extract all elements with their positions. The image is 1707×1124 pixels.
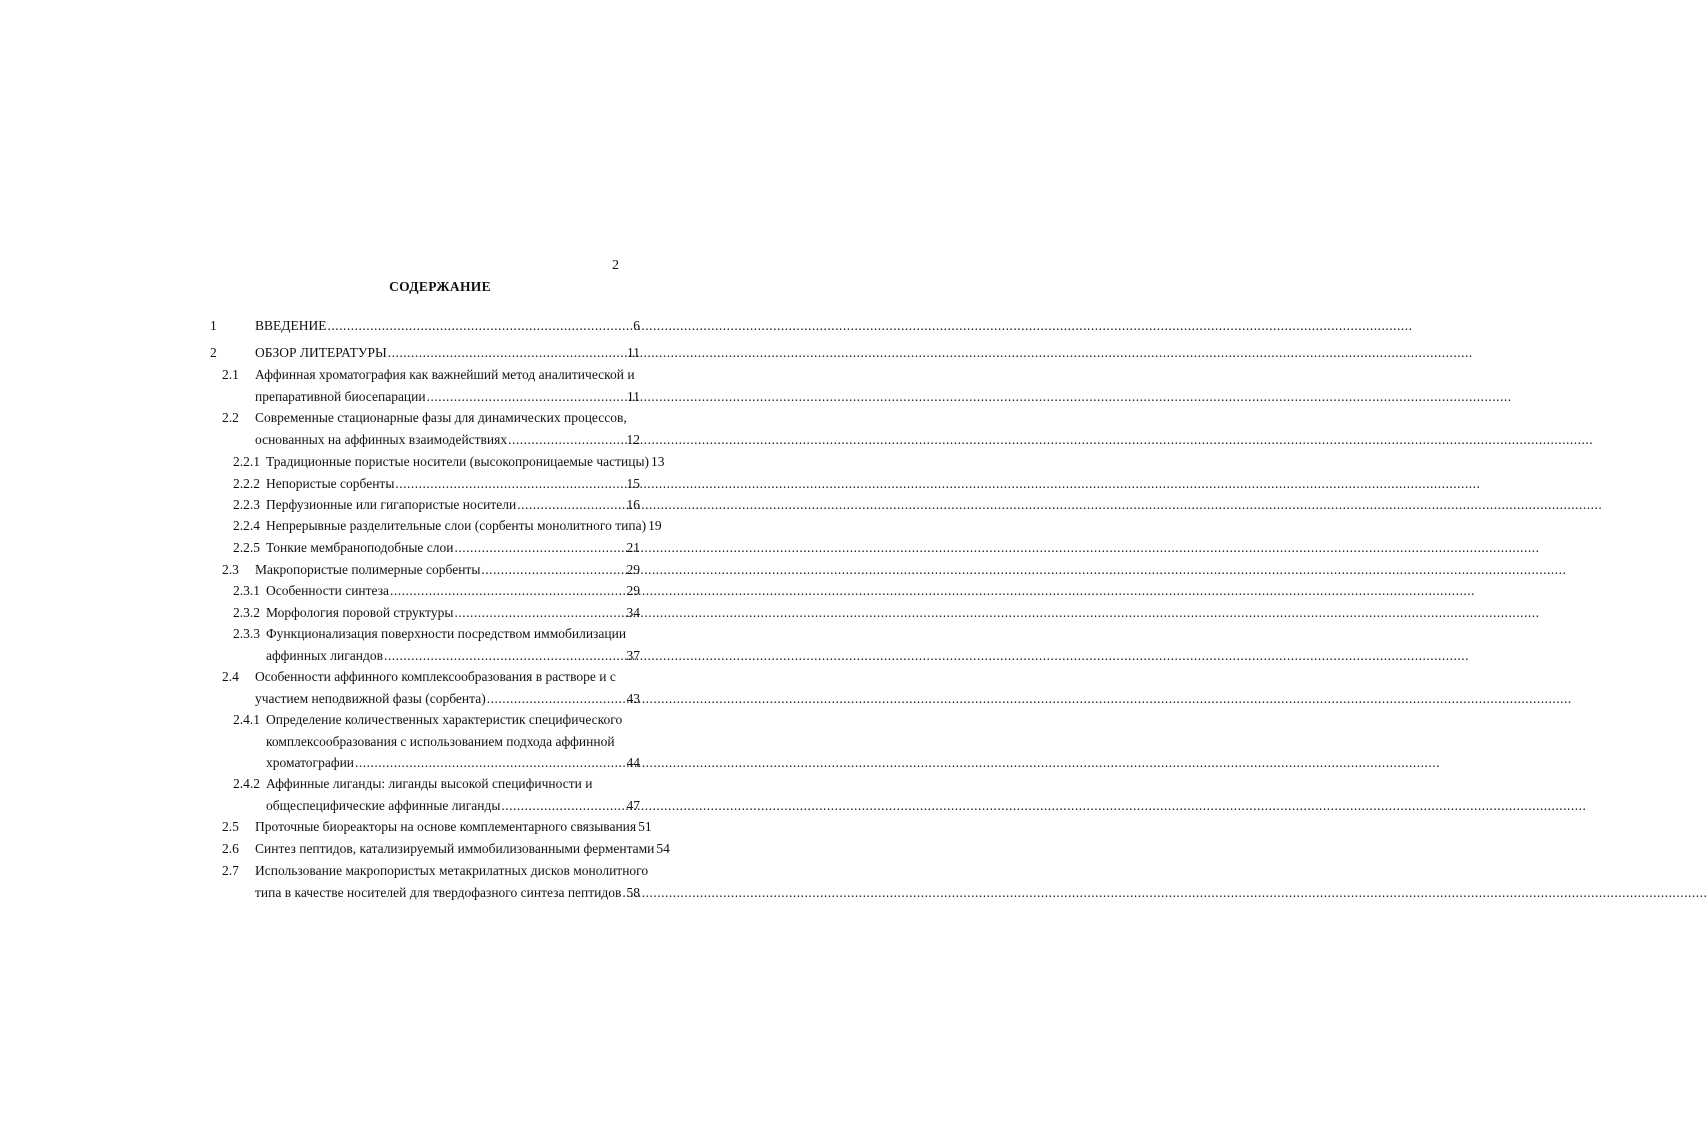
toc-entry-title: Синтез пептидов, катализируемый иммобилизованными ферментами: [255, 841, 655, 856]
toc-entry-number: 2.2.4: [233, 518, 260, 533]
page-number: 2: [612, 258, 619, 273]
toc-entry-title: Перфузионные или гигапористые носители: [266, 497, 517, 512]
toc-line: [0, 408, 795, 428]
toc-line: [0, 387, 795, 407]
toc-entry-title: Непрерывные разделительные слои (сорбенты монолитного типа): [266, 518, 647, 533]
toc-entry-title: комплексообразования с использованием подхода аффинной: [266, 733, 615, 749]
toc-entry-title: аффинных лигандов: [266, 647, 383, 663]
toc-dot-leader: [453, 603, 626, 623]
toc-page-ref: 44: [626, 755, 640, 770]
toc-entry-number: 2.3.3: [233, 626, 260, 641]
toc-line: [0, 316, 795, 336]
toc-page-ref: 19: [648, 518, 662, 533]
toc-dot-leader: [507, 430, 626, 450]
toc-entry-number: 2: [210, 345, 217, 360]
toc-line: [0, 430, 795, 450]
toc-entry-title: хроматографии: [266, 755, 355, 770]
toc-entry-number: 2.4.1: [233, 712, 260, 727]
toc-entry-title: Определение количественных характеристик специфического: [266, 712, 623, 727]
toc-line: [0, 667, 795, 687]
toc-dot-leader: [394, 474, 626, 494]
toc-entry-title: Макропористые полимерные сорбенты: [255, 562, 481, 577]
toc-title: СОДЕРЖАНИЕ: [389, 279, 491, 294]
toc-entry-number: 2.2.3: [233, 497, 260, 512]
toc-dot-leader: [326, 316, 633, 336]
toc-entry-title: Проточные биореакторы на основе комплементарного связывания: [255, 819, 637, 834]
toc-line: [0, 581, 795, 601]
toc-line: [0, 861, 795, 881]
toc-entry-number: 2.3.2: [233, 605, 260, 620]
toc-entry-title: препаративной биосепарации: [255, 388, 426, 404]
toc-page-ref: 43: [626, 690, 640, 706]
toc-line: [0, 538, 795, 558]
toc-line: [0, 474, 795, 494]
toc-line: [0, 839, 795, 859]
toc-page-ref: 13: [651, 454, 665, 469]
toc-page-ref: 58: [626, 884, 640, 900]
toc-line: [0, 710, 795, 730]
toc-dot-leader: [387, 343, 627, 363]
toc-page-ref: 34: [626, 605, 640, 620]
toc-page-ref: 37: [626, 647, 640, 663]
toc-dot-leader: [516, 495, 626, 515]
toc-page-ref: 16: [626, 497, 640, 512]
toc-dot-leader: [453, 538, 626, 558]
toc-line: [0, 646, 795, 666]
toc-page-ref: 47: [626, 797, 640, 813]
toc-line: [0, 689, 795, 709]
toc-entry-number: 2.4: [222, 669, 239, 684]
toc-page-ref: 6: [633, 318, 640, 333]
toc-entry-number: 2.2.2: [233, 476, 260, 491]
toc-entry-title: Особенности аффинного комплексообразования в растворе и с: [255, 669, 616, 684]
toc-entry-title: Особенности синтеза: [266, 583, 390, 598]
toc-dot-leader: [426, 387, 627, 407]
toc-line: [0, 883, 795, 903]
toc-entry-title: Современные стационарные фазы для динамических процессов,: [255, 410, 627, 425]
toc-line: [0, 774, 795, 794]
toc-dot-leader: [480, 560, 626, 580]
toc-entry-title: Аффинные лиганды: лиганды высокой специфичности и: [266, 776, 593, 791]
toc-entry-number: 2.5: [222, 819, 239, 834]
toc-line: [0, 732, 795, 752]
toc-page-ref: 11: [627, 388, 640, 404]
toc-entry-title: основанных на аффинных взаимодействиях: [255, 431, 508, 447]
toc-line: [0, 365, 795, 385]
toc-entry-title: ВВЕДЕНИЕ: [255, 318, 327, 333]
toc-page-ref: 21: [626, 540, 640, 555]
toc-entry-title: общеспецифические аффинные лиганды: [266, 797, 501, 813]
toc-line: [0, 560, 795, 580]
toc-entry-number: 2.6: [222, 841, 239, 856]
toc-entry-title: Аффинная хроматография как важнейший метод аналитической и: [255, 367, 635, 382]
toc-line: [0, 817, 795, 837]
toc-line: [0, 495, 795, 515]
toc-entry-title: Функционализация поверхности посредством иммобилизации: [266, 626, 627, 641]
toc-line: [0, 516, 795, 536]
toc-page-ref: 11: [627, 345, 640, 360]
toc-page-ref: 15: [626, 476, 640, 491]
toc-line: [0, 603, 795, 623]
toc-entry-number: 2.4.2: [233, 776, 260, 791]
toc-entry-number: 2.2: [222, 410, 239, 425]
toc-page-ref: 29: [626, 583, 640, 598]
toc-entry-title: ОБЗОР ЛИТЕРАТУРЫ: [255, 345, 387, 360]
toc-page-ref: 51: [638, 819, 652, 834]
toc-entry-title: Использование макропористых метакрилатных дисков монолитного: [255, 863, 649, 878]
toc-entry-title: Традиционные пористые носители (высокопроницаемые частицы): [266, 454, 650, 469]
toc-entry-number: 2.3.1: [233, 583, 260, 598]
toc-line: [0, 624, 795, 644]
toc-dot-leader: [354, 753, 626, 773]
toc-page-ref: 12: [626, 431, 640, 447]
toc-entry-number: 2.3: [222, 562, 239, 577]
toc-dot-leader: [486, 689, 627, 709]
toc-line: [0, 343, 795, 363]
toc-line: [0, 452, 795, 472]
toc-page-ref: 54: [656, 841, 670, 856]
toc-entry-number: 1: [210, 318, 217, 333]
toc-entry-title: типа в качестве носителей для твердофазного синтеза пептидов: [255, 884, 622, 900]
toc-page-ref: 29: [626, 562, 640, 577]
toc-entry-number: 2.1: [222, 367, 239, 382]
toc-entry-title: Морфология поровой структуры: [266, 605, 454, 620]
toc-entry-title: Непористые сорбенты: [266, 476, 395, 491]
toc-dot-leader: [383, 646, 627, 666]
toc-entry-title: Тонкие мембраноподобные слои: [266, 540, 454, 555]
toc-line: [0, 753, 795, 773]
toc-entry-number: 2.2.1: [233, 454, 260, 469]
toc-entry-number: 2.7: [222, 863, 239, 878]
toc-dot-leader: [389, 581, 626, 601]
toc-entry-title: участием неподвижной фазы (сорбента): [255, 690, 486, 706]
toc-dot-leader: [500, 796, 626, 816]
toc-line: [0, 796, 795, 816]
toc-entry-number: 2.2.5: [233, 540, 260, 555]
